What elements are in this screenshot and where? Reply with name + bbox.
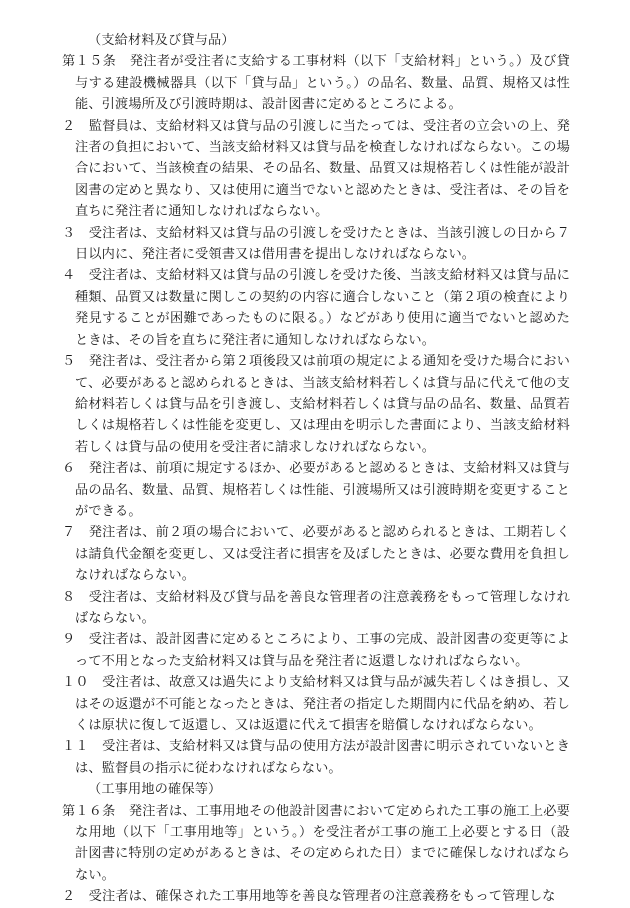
paragraph-text: 監督員は、支給材料又は貸与品の引渡しに当たっては、受注者の立会いの上、発注者の負担において、当該支給材料又は貸与品を検査しなければならない。この場合において、当該検査の結果、その品名、数量、品質又は規格若しくは性能が設計図書の定めと異なり、又は使用に適当でないと認めたときは、受注者は、その旨を直ちに発注者に通知しなければならない。 bbox=[75, 118, 570, 220]
clause-number: ２ bbox=[62, 118, 76, 134]
paragraph-text: 受注者は、設計図書に定めるところにより、工事の完成、設計図書の変更等によって不用となった支給材料又は貸与品を発注者に返還しなければならない。 bbox=[75, 632, 570, 669]
section-heading: （支給材料及び貸与品） bbox=[88, 33, 235, 48]
clause-number: ４ bbox=[62, 268, 76, 284]
document-page bbox=[62, 30, 570, 908]
clause-paragraph bbox=[62, 351, 570, 458]
paragraph-text: 受注者は、支給材料又は貸与品の使用方法が設計図書に明示されていないときは、監督員の指示に従わなければならない。 bbox=[75, 739, 570, 776]
paragraph-text: 発注者が受注者に支給する工事材料（以下「支給材料」という。）及び貸与する建設機械器具（以下「貸与品」という。）の品名、数量、品質、規格又は性能、引渡場所及び引渡時期は、設計図書に定めるところによる。 bbox=[75, 54, 571, 113]
clause-paragraph bbox=[62, 886, 570, 907]
clause-number: ２ bbox=[62, 889, 76, 905]
clause-number: １０ bbox=[62, 675, 89, 691]
clause-paragraph bbox=[62, 672, 570, 736]
clause-number: ９ bbox=[62, 632, 76, 648]
clause-paragraph bbox=[62, 629, 570, 672]
paragraph-text: 受注者は、支給材料及び貸与品を善良な管理者の注意義務をもって管理しなければならない。 bbox=[75, 589, 570, 626]
paragraph-text: 受注者は、支給材料又は貸与品の引渡しを受けた後、当該支給材料又は貸与品に種類、品質又は数量に関しこの契約の内容に適合しないこと（第２項の検査により発見することが困難であったものに限る。）などがあり使用に適当でないと認めたときは、その旨を直ちに発注者に通知しなければならない。 bbox=[75, 268, 570, 348]
clause-number: ７ bbox=[62, 525, 76, 541]
clause-paragraph bbox=[62, 458, 570, 522]
article-number: 第１６条 bbox=[62, 803, 116, 819]
clause-paragraph bbox=[62, 587, 570, 630]
section-heading: （工事用地の確保等） bbox=[88, 782, 222, 798]
clause-paragraph bbox=[62, 223, 570, 266]
clause-number: ３ bbox=[62, 225, 76, 241]
article-16-paragraph bbox=[62, 801, 570, 887]
clause-paragraph bbox=[62, 116, 570, 223]
article-15-paragraph bbox=[62, 51, 570, 115]
clause-paragraph bbox=[62, 736, 570, 779]
paragraph-text: 発注者は、前２項の場合において、必要があると認められるときは、工期若しくは請負代金額を変更し、又は受注者に損害を及ぼしたときは、必要な費用を負担しなければならない。 bbox=[75, 525, 570, 584]
paragraph-text: 受注者は、支給材料又は貸与品の引渡しを受けたときは、当該引渡しの日から７日以内に、発注者に受領書又は借用書を提出しなければならない。 bbox=[75, 225, 570, 263]
clause-paragraph bbox=[62, 265, 570, 351]
article-number: 第１５条 bbox=[62, 54, 117, 70]
clause-number: ６ bbox=[62, 461, 76, 477]
clause-number: １１ bbox=[62, 739, 89, 755]
paragraph-text: 発注者は、受注者から第２項後段又は前項の規定による通知を受けた場合において、必要があると認められるときは、当該支給材料若しくは貸与品に代えて他の支給材料若しくは貸与品を引き渡し、支給材料若しくは貸与品の品名、数量、品質若しくは規格若しくは性能を変更し、又は理由を明示した書面により、当該支給材料若しくは貸与品の使用を受注者に請求しなければならない。 bbox=[75, 354, 570, 455]
paragraph-text: 発注者は、工事用地その他設計図書において定められた工事の施工上必要な用地（以下「工事用地等」という。）を受注者が工事の施工上必要とする日（設計図書に特別の定めがあるときは、その定められた日）までに確保しなければならない。 bbox=[75, 803, 570, 883]
clause-number: ５ bbox=[62, 354, 76, 370]
paragraph-text: 発注者は、前項に規定するほか、必要があると認めるときは、支給材料又は貸与品の品名、数量、品質、規格若しくは性能、引渡場所又は引渡時期を変更することができる。 bbox=[75, 461, 570, 519]
paragraph-text: 受注者は、確保された工事用地等を善良な管理者の注意義務をもって管理しな bbox=[75, 889, 556, 905]
paragraph-text: 受注者は、故意又は過失により支給材料又は貸与品が滅失若しくはき損し、又はその返還が不可能となったときは、発注者の指定した期間内に代品を納め、若しくは原状に復して返還し、又は返還に代えて損害を賠償しなければならない。 bbox=[75, 675, 570, 733]
clause-paragraph bbox=[62, 522, 570, 586]
clause-number: ８ bbox=[62, 589, 76, 605]
